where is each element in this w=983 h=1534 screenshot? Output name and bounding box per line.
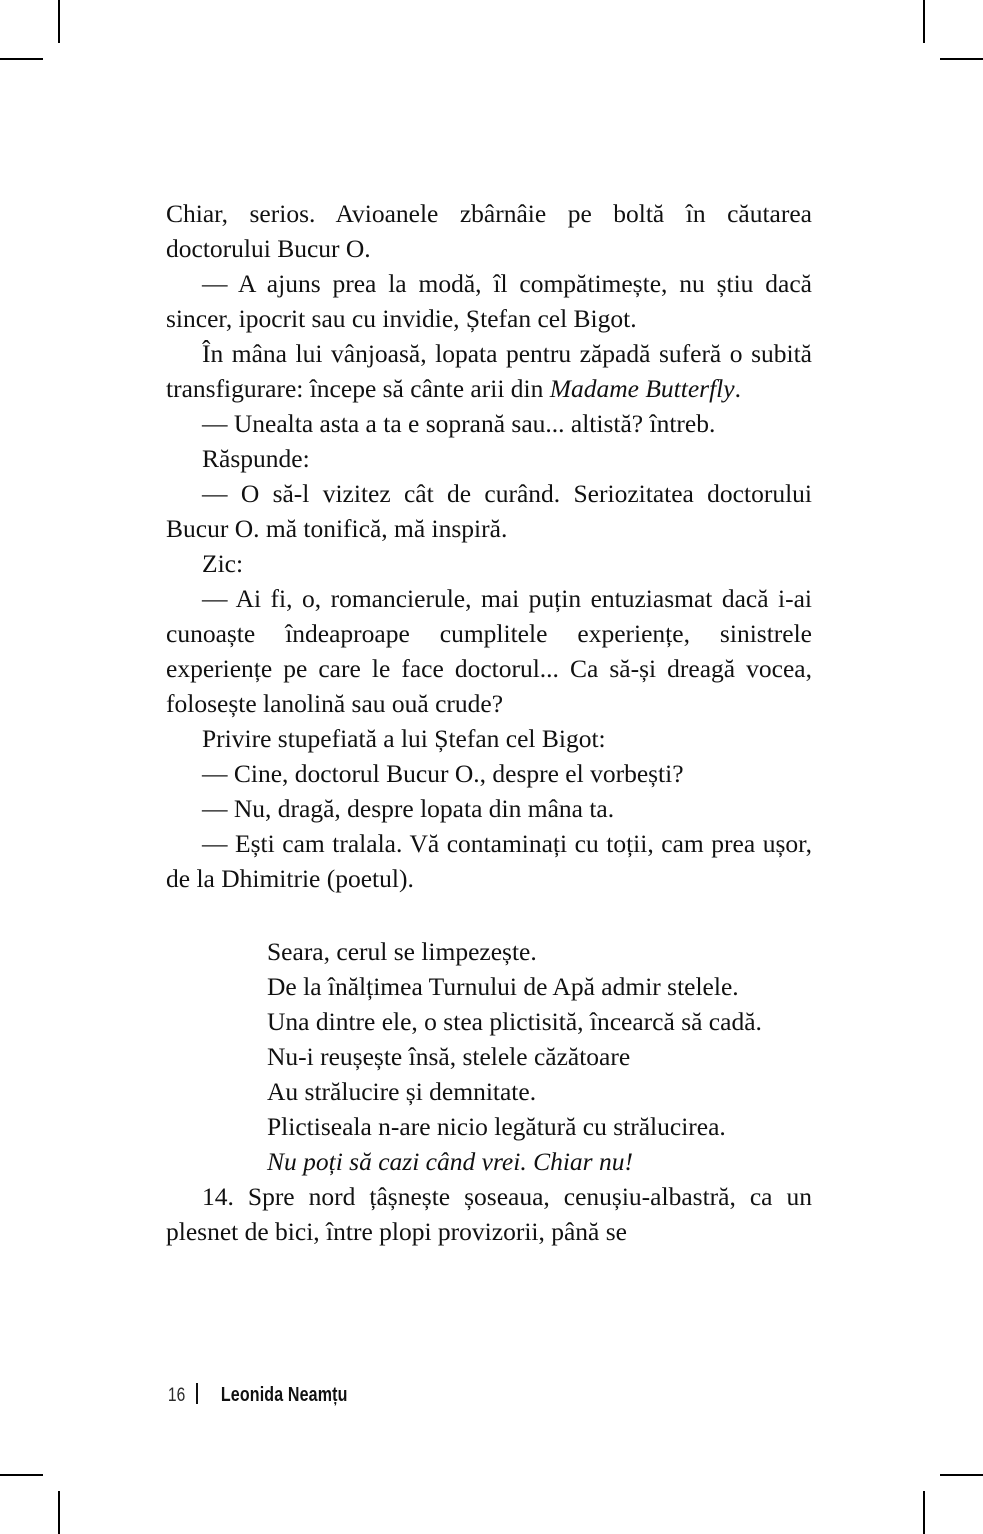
page-footer [166, 1380, 364, 1407]
paragraph-text-tail: . [734, 374, 741, 403]
crop-mark-top-left-horizontal [0, 58, 43, 60]
poem-line: Nu-i reușește însă, stelele căzătoare [267, 1042, 631, 1071]
paragraph: — Nu, dragă, despre lopata din mâna ta. [202, 794, 615, 823]
page-number: 16 [167, 1385, 186, 1406]
crop-mark-bottom-left-horizontal [0, 1474, 43, 1476]
paragraph: — Cine, doctorul Bucur O., despre el vorbești? [202, 759, 684, 788]
paragraph: Chiar, serios. Avioanele zbârnâie pe boltă în căutarea doctorului Bucur O. [166, 199, 812, 263]
text-block [166, 196, 812, 1249]
crop-mark-top-right-vertical [923, 0, 925, 43]
paragraph: — Ai fi, o, romancierule, mai puțin entuziasmat dacă i-ai cunoaște îndeaproape cumplitele experiențe, sinistrele experiențe pe care le face doctorul... Ca să-și dreagă vocea, folosește lanolină sau ouă crude? [166, 584, 812, 718]
poem-block [267, 934, 812, 1179]
crop-mark-top-right-horizontal [940, 58, 983, 60]
paragraph: — Ești cam tralala. Vă contaminați cu toții, cam prea ușor, de la Dhimitrie (poetul). [166, 829, 812, 893]
paragraph: Zic: [202, 549, 244, 578]
footer-separator-rule [196, 1383, 198, 1404]
poem-line: Au strălucire și demnitate. [267, 1077, 537, 1106]
poem-line: Una dintre ele, o stea plictisită, încearcă să cadă. [267, 1007, 762, 1036]
paragraph-with-italic-title [166, 336, 812, 406]
paragraph-section-14: 14. Spre nord țâșnește șoseaua, cenușiu-albastră, ca un plesnet de bici, între plopi provizorii, până se [166, 1182, 812, 1246]
poem-line: Plictiseala n-are nicio legătură cu strălucirea. [267, 1112, 726, 1141]
paragraph: — O să-l vizitez cât de curând. Seriozitatea doctorului Bucur O. mă tonifică, mă inspiră. [166, 479, 812, 543]
crop-mark-bottom-left-vertical [58, 1491, 60, 1534]
work-title-madame-butterfly: Madame Butterfly [549, 374, 735, 403]
crop-mark-bottom-right-vertical [923, 1491, 925, 1534]
crop-mark-top-left-vertical [58, 0, 60, 43]
paragraph: — A ajuns prea la modă, îl compătimește, nu știu dacă sincer, ipocrit sau cu invidie, Ștefan cel Bigot. [166, 269, 812, 333]
poem-line-italic: Nu poți să cazi când vrei. Chiar nu! [267, 1147, 633, 1176]
paragraph: — Unealta asta a ta e soprană sau... altistă? întreb. [202, 409, 716, 438]
author-name: Leonida Neamțu [220, 1384, 348, 1406]
poem-line: Seara, cerul se limpezește. [267, 937, 537, 966]
paragraph: Privire stupefiată a lui Ștefan cel Bigot: [202, 724, 606, 753]
crop-mark-bottom-right-horizontal [940, 1474, 983, 1476]
paragraph: Răspunde: [202, 444, 310, 473]
poem-line: De la înălțimea Turnului de Apă admir stelele. [267, 972, 739, 1001]
paragraph-text-lead: În mâna lui vânjoasă, lopata pentru zăpadă suferă o subită transfigurare: începe să cânte arii din [166, 339, 812, 403]
